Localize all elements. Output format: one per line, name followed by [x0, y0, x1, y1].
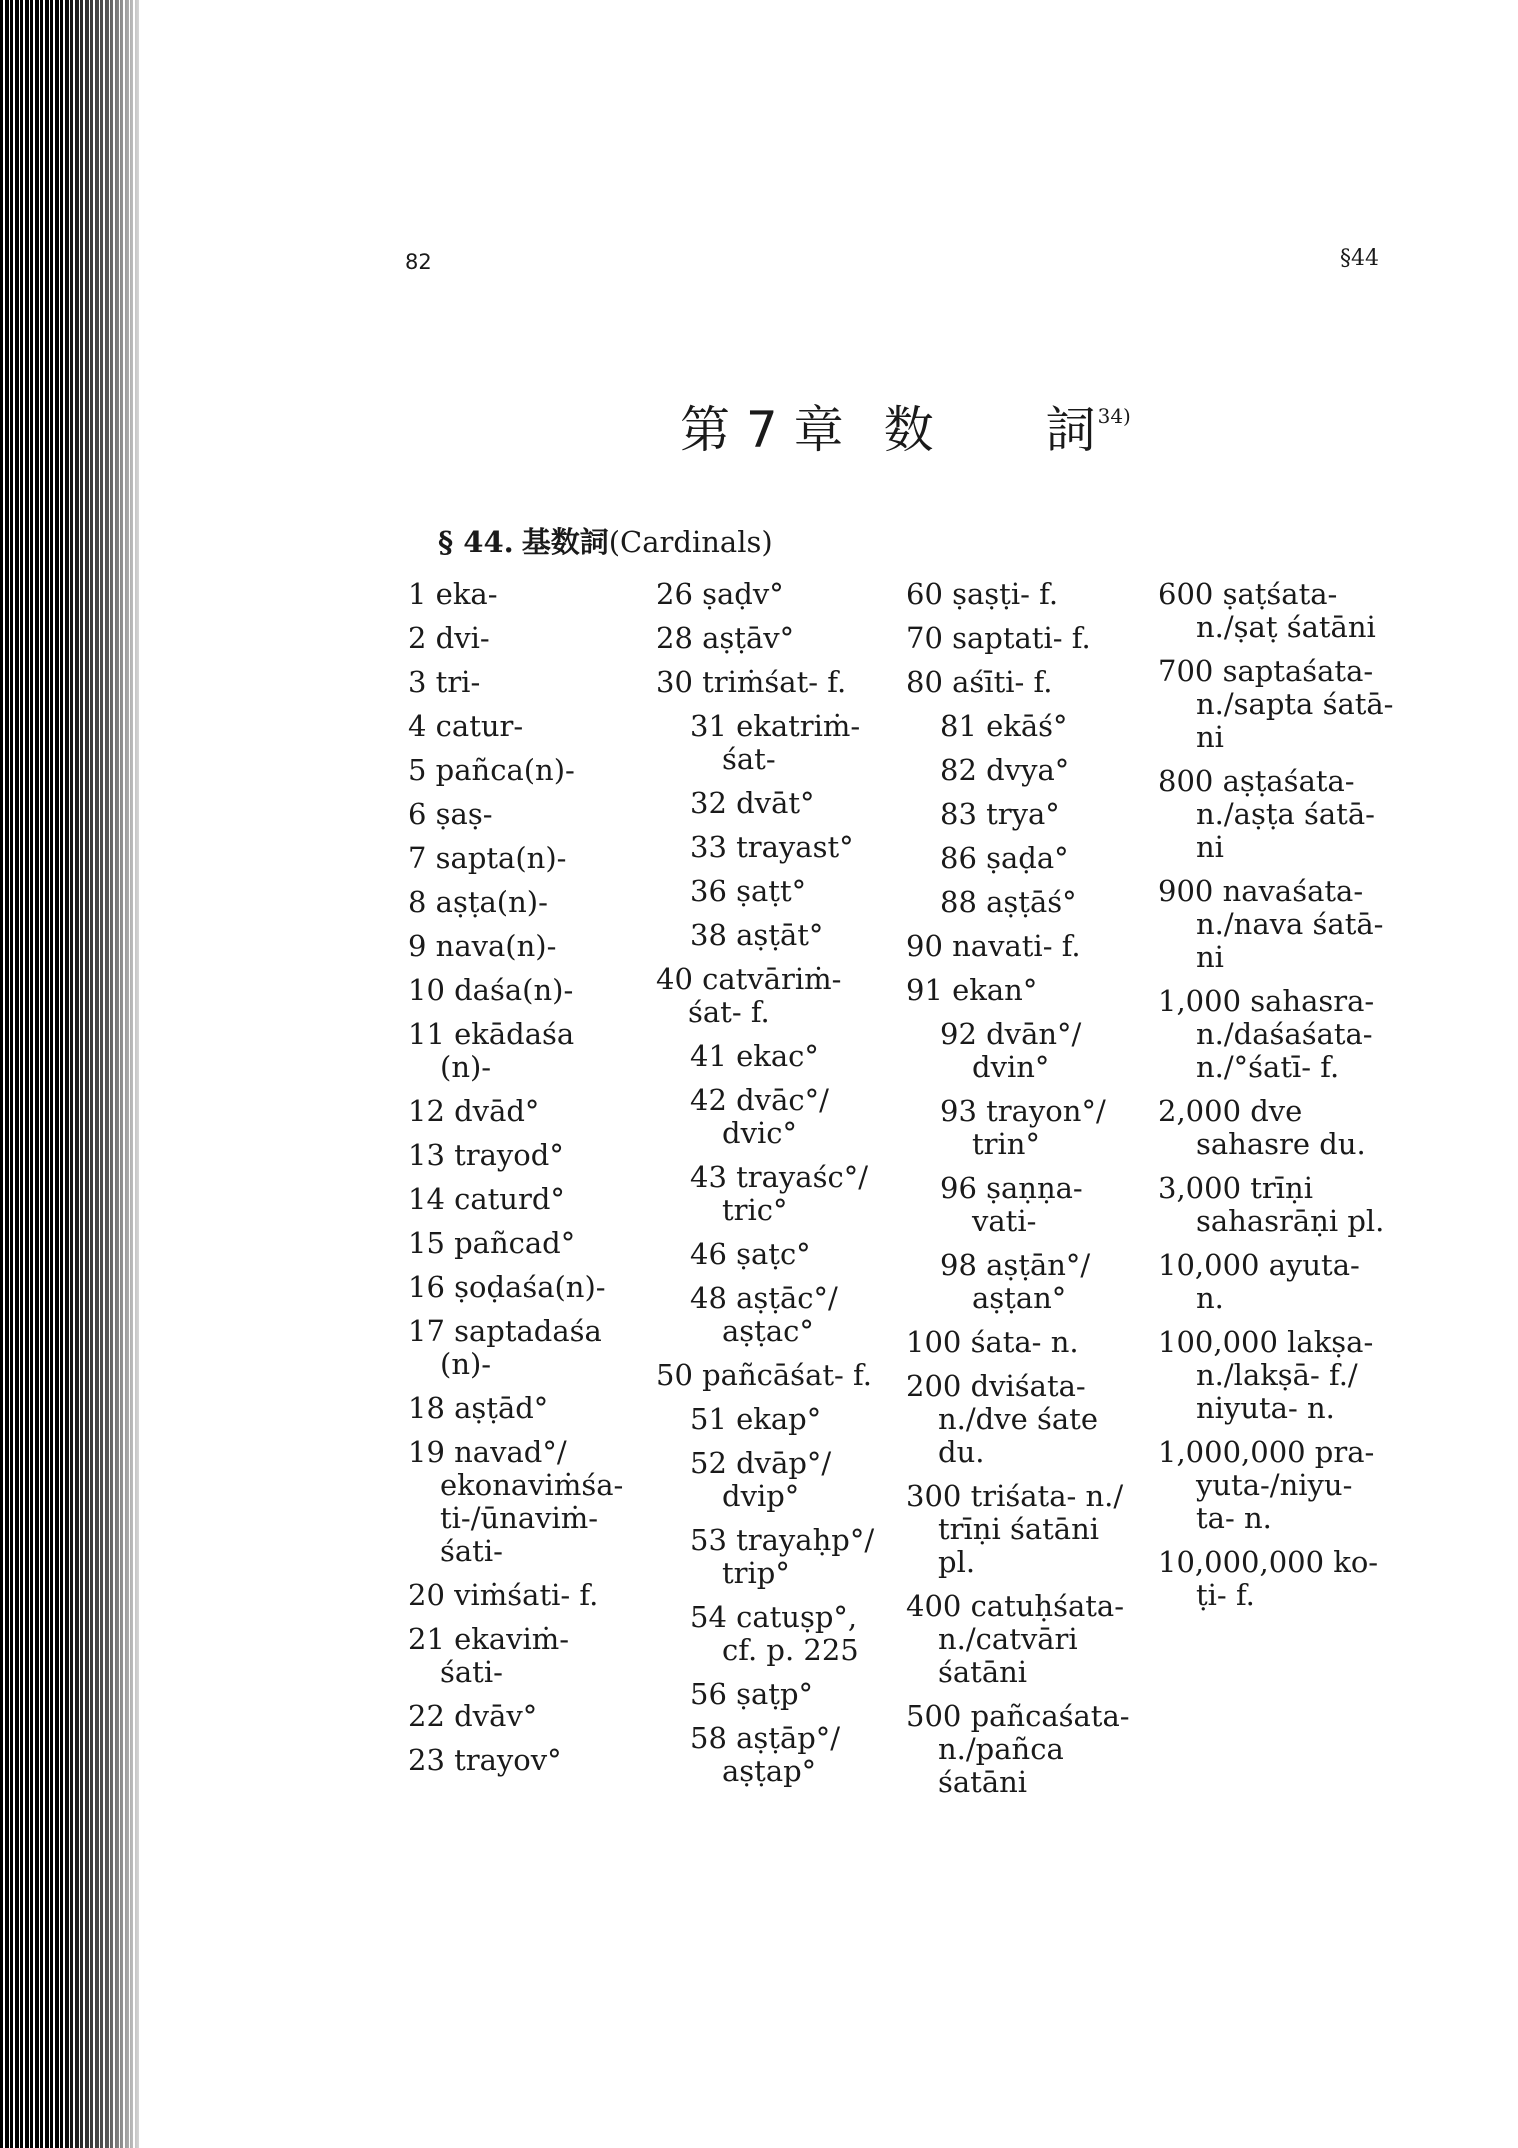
numeral-entry: 70 saptati- f. [906, 621, 1091, 655]
chapter-number: 第 7 章 [680, 401, 844, 459]
numeral-entry: 300 triśata- n./ trīṇi śatāni pl. [906, 1479, 1124, 1579]
numeral-entry: 40 catvāriṁ- śat- f. [656, 962, 842, 1029]
chapter-title [680, 390, 1200, 462]
spine-fade [60, 0, 140, 2148]
numeral-entry: 700 saptaśata- n./sapta śatā- ni [1158, 654, 1394, 754]
numeral-entry: 56 ṣaṭp° [690, 1677, 814, 1711]
numeral-entry: 10,000 ayuta- n. [1158, 1248, 1360, 1315]
numeral-entry: 9 nava(n)- [408, 929, 557, 963]
numeral-entry: 80 aśīti- f. [906, 665, 1053, 699]
numeral-entry: 81 ekāś° [940, 709, 1068, 743]
numeral-entry: 88 aṣṭāś° [940, 885, 1077, 919]
section-title-en: (Cardinals) [608, 525, 773, 559]
numeral-entry: 2 dvi- [408, 621, 490, 655]
numeral-entry: 83 trya° [940, 797, 1060, 831]
section-number: § 44. [438, 525, 514, 559]
numeral-entry: 28 aṣṭāv° [656, 621, 795, 655]
numeral-column-3 [906, 578, 1156, 1810]
numeral-entry: 900 navaśata- n./nava śatā- ni [1158, 874, 1384, 974]
numeral-entry: 12 dvād° [408, 1094, 540, 1128]
numeral-entry: 26 ṣaḍv° [656, 577, 784, 611]
numeral-entry: 21 ekaviṁ- śati- [408, 1622, 570, 1689]
numeral-entry: 100,000 lakṣa- n./lakṣā- f./ niyuta- n. [1158, 1325, 1374, 1425]
numeral-entry: 1,000,000 pra- yuta-/niyu- ta- n. [1158, 1435, 1375, 1535]
numeral-entry: 6 ṣaṣ- [408, 797, 493, 831]
numeral-entry: 60 ṣaṣṭi- f. [906, 577, 1059, 611]
numeral-entry: 52 dvāp°/ dvip° [690, 1446, 832, 1513]
footnote-mark: 34) [1097, 404, 1131, 428]
numeral-entry: 14 caturd° [408, 1182, 565, 1216]
numeral-entry: 48 aṣṭāc°/ aṣṭac° [690, 1281, 838, 1348]
numeral-entry: 43 trayaśc°/ tric° [690, 1160, 868, 1227]
numeral-entry: 8 aṣṭa(n)- [408, 885, 548, 919]
numeral-entry: 51 ekap° [690, 1402, 822, 1436]
numeral-entry: 100 śata- n. [906, 1325, 1079, 1359]
numeral-entry: 58 aṣṭāp°/ aṣṭap° [690, 1721, 841, 1788]
numeral-entry: 800 aṣṭaśata- n./aṣṭa śatā- ni [1158, 764, 1375, 864]
numeral-entry: 10,000,000 ko- ṭi- f. [1158, 1545, 1379, 1612]
numeral-entry: 200 dviśata- n./dve śate du. [906, 1369, 1098, 1469]
numeral-entry: 19 navad°/ ekonaviṁśa- ti-/ūnaviṁ- śati- [408, 1435, 624, 1568]
numeral-entry: 3 tri- [408, 665, 481, 699]
numeral-entry: 1 eka- [408, 577, 498, 611]
numeral-entry: 93 trayon°/ trin° [940, 1094, 1106, 1161]
numeral-entry: 54 catuṣp°, cf. p. 225 [690, 1600, 859, 1667]
numeral-entry: 3,000 trīṇi sahasrāṇi pl. [1158, 1171, 1385, 1238]
numeral-entry: 17 saptadaśa (n)- [408, 1314, 602, 1381]
numeral-entry: 82 dvya° [940, 753, 1070, 787]
numeral-column-4 [1158, 578, 1398, 1623]
numeral-entry: 13 trayod° [408, 1138, 564, 1172]
numeral-entry: 98 aṣṭān°/ aṣṭan° [940, 1248, 1091, 1315]
numeral-entry: 15 pañcad° [408, 1226, 576, 1260]
numeral-entry: 96 ṣaṇṇa- vati- [940, 1171, 1083, 1238]
numeral-entry: 11 ekādaśa (n)- [408, 1017, 575, 1084]
numeral-entry: 10 daśa(n)- [408, 973, 574, 1007]
numeral-column-1 [408, 578, 658, 1788]
numeral-entry: 22 dvāv° [408, 1699, 538, 1733]
numeral-entry: 18 aṣṭād° [408, 1391, 549, 1425]
numeral-entry: 23 trayov° [408, 1743, 562, 1777]
numeral-entry: 46 ṣaṭc° [690, 1237, 811, 1271]
numeral-entry: 86 ṣaḍa° [940, 841, 1069, 875]
numeral-entry: 91 ekan° [906, 973, 1038, 1007]
numeral-entry: 50 pañcāśat- f. [656, 1358, 872, 1392]
numeral-entry: 42 dvāc°/ dvic° [690, 1083, 829, 1150]
numeral-entry: 30 triṁśat- f. [656, 665, 847, 699]
numeral-column-2 [656, 578, 896, 1799]
section-heading [438, 520, 773, 561]
numeral-entry: 20 viṁśati- f. [408, 1578, 599, 1612]
chapter-title-char-2: 詞 [1045, 401, 1096, 459]
numeral-entry: 500 pañcaśata- n./pañca śatāni [906, 1699, 1130, 1799]
numeral-entry: 7 sapta(n)- [408, 841, 567, 875]
numeral-entry: 38 aṣṭāt° [690, 918, 824, 952]
numeral-entry: 16 ṣoḍaśa(n)- [408, 1270, 606, 1304]
numeral-entry: 2,000 dve sahasre du. [1158, 1094, 1366, 1161]
numeral-entry: 33 trayast° [690, 830, 854, 864]
numeral-entry: 5 pañca(n)- [408, 753, 575, 787]
numeral-entry: 4 catur- [408, 709, 524, 743]
numeral-entry: 53 trayaḥp°/ trip° [690, 1523, 875, 1590]
page-number: 82 [405, 250, 432, 274]
numeral-entry: 90 navati- f. [906, 929, 1081, 963]
section-title-jp: 基数詞 [521, 525, 609, 559]
chapter-title-char-1: 数 [883, 401, 934, 459]
numeral-entry: 400 catuḥśata- n./catvāri śatāni [906, 1589, 1125, 1689]
numeral-entry: 41 ekac° [690, 1039, 819, 1073]
numeral-entry: 1,000 sahasra- n./daśaśata- n./°śatī- f. [1158, 984, 1375, 1084]
numeral-entry: 92 dvān°/ dvin° [940, 1017, 1082, 1084]
numeral-entry: 600 ṣaṭśata- n./ṣaṭ śatāni [1158, 577, 1376, 644]
numeral-entry: 36 ṣaṭt° [690, 874, 807, 908]
numeral-entry: 31 ekatriṁ- śat- [690, 709, 861, 776]
running-section-ref: §44 [1340, 246, 1379, 271]
numeral-entry: 32 dvāt° [690, 786, 815, 820]
